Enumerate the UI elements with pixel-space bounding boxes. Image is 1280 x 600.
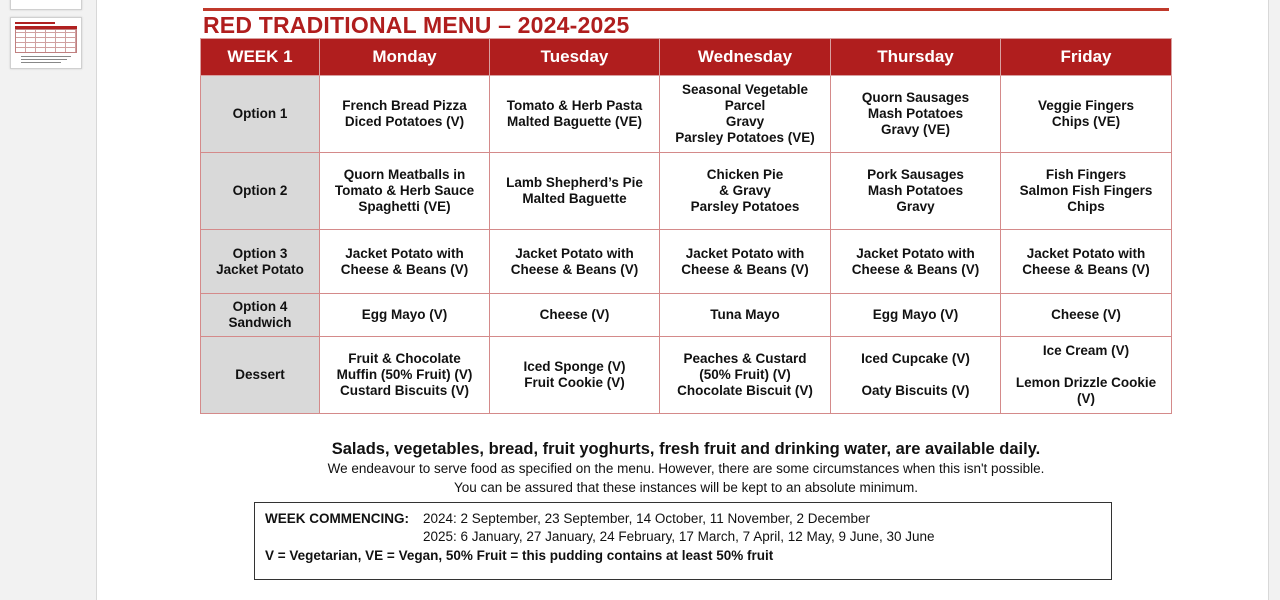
week-commencing-label: WEEK COMMENCING:: [265, 511, 409, 526]
page-thumbnail-2[interactable]: [10, 17, 82, 69]
thumbnail-text-mark: [21, 59, 67, 60]
viewer-right-edge: [1268, 0, 1280, 600]
day-header-wednesday: Wednesday: [660, 39, 831, 76]
day-header-thursday: Thursday: [831, 39, 1001, 76]
menu-cell: Egg Mayo (V): [831, 294, 1001, 337]
week-commencing-box: [254, 502, 1112, 580]
menu-cell: Iced Sponge (V) Fruit Cookie (V): [490, 337, 660, 414]
menu-cell: Tomato & Herb Pasta Malted Baguette (VE): [490, 76, 660, 153]
menu-cell: Quorn Meatballs in Tomato & Herb Sauce Spaghetti (VE): [320, 153, 490, 230]
disclaimer-line-2: You can be assured that these instances will be kept to an absolute minimum.: [453, 480, 919, 495]
menu-cell: Egg Mayo (V): [320, 294, 490, 337]
menu-cell: Jacket Potato with Cheese & Beans (V): [1001, 230, 1172, 294]
table-row: [201, 230, 1172, 294]
dates-2025: 2025: 6 January, 27 January, 24 February, 17 March, 7 April, 12 May, 9 June, 30 June: [423, 529, 935, 544]
menu-cell: Quorn Sausages Mash Potatoes Gravy (VE): [831, 76, 1001, 153]
menu-cell: Veggie Fingers Chips (VE): [1001, 76, 1172, 153]
menu-cell: Lamb Shepherd’s Pie Malted Baguette: [490, 153, 660, 230]
menu-cell: French Bread Pizza Diced Potatoes (V): [320, 76, 490, 153]
table-row: [201, 337, 1172, 414]
thumbnail-grid-mark: [15, 29, 77, 53]
page-thumbnail-1[interactable]: [10, 0, 82, 10]
menu-cell: Cheese (V): [490, 294, 660, 337]
menu-cell: Seasonal Vegetable Parcel Gravy Parsley Potatoes (VE): [660, 76, 831, 153]
menu-cell: Ice Cream (V) Lemon Drizzle Cookie (V): [1001, 337, 1172, 414]
daily-availability-text: Salads, vegetables, bread, fruit yoghurts, fresh fruit and drinking water, are available daily.: [331, 440, 1041, 458]
row-label: Dessert: [201, 337, 320, 414]
title-rule: [203, 8, 1169, 11]
table-row: [201, 153, 1172, 230]
menu-cell: Jacket Potato with Cheese & Beans (V): [660, 230, 831, 294]
thumbnail-text-mark: [21, 56, 71, 57]
thumbnail-text-mark: [21, 62, 61, 63]
row-label: Option 1: [201, 76, 320, 153]
menu-cell: Peaches & Custard (50% Fruit) (V) Chocolate Biscuit (V): [660, 337, 831, 414]
menu-cell: Tuna Mayo: [660, 294, 831, 337]
menu-cell: Chicken Pie & Gravy Parsley Potatoes: [660, 153, 831, 230]
menu-cell: Fruit & Chocolate Muffin (50% Fruit) (V) Custard Biscuits (V): [320, 337, 490, 414]
menu-title: RED TRADITIONAL MENU – 2024-2025: [203, 12, 630, 38]
menu-cell: Cheese (V): [1001, 294, 1172, 337]
table-row: [201, 294, 1172, 337]
header-row: [201, 39, 1172, 76]
table-row: [201, 76, 1172, 153]
menu-cell: Jacket Potato with Cheese & Beans (V): [320, 230, 490, 294]
menu-cell: Jacket Potato with Cheese & Beans (V): [490, 230, 660, 294]
menu-cell: Iced Cupcake (V) Oaty Biscuits (V): [831, 337, 1001, 414]
day-header-tuesday: Tuesday: [490, 39, 660, 76]
dates-2024: 2024: 2 September, 23 September, 14 October, 11 November, 2 December: [423, 511, 871, 526]
disclaimer-line-1: We endeavour to serve food as specified on the menu. However, there are some circumstances when this isn't possible.: [327, 461, 1045, 476]
menu-cell: Jacket Potato with Cheese & Beans (V): [831, 230, 1001, 294]
page-thumbnail-sidebar: [0, 0, 97, 600]
row-label: Option 3 Jacket Potato: [201, 230, 320, 294]
day-header-friday: Friday: [1001, 39, 1172, 76]
menu-cell: Pork Sausages Mash Potatoes Gravy: [831, 153, 1001, 230]
thumbnail-title-mark: [15, 22, 55, 24]
day-header-monday: Monday: [320, 39, 490, 76]
menu-cell: Fish Fingers Salmon Fish Fingers Chips: [1001, 153, 1172, 230]
row-label: Option 2: [201, 153, 320, 230]
dietary-key: V = Vegetarian, VE = Vegan, 50% Fruit = this pudding contains at least 50% fruit: [265, 548, 774, 563]
menu-table: [200, 38, 1172, 414]
week-header: WEEK 1: [201, 39, 320, 76]
row-label: Option 4 Sandwich: [201, 294, 320, 337]
